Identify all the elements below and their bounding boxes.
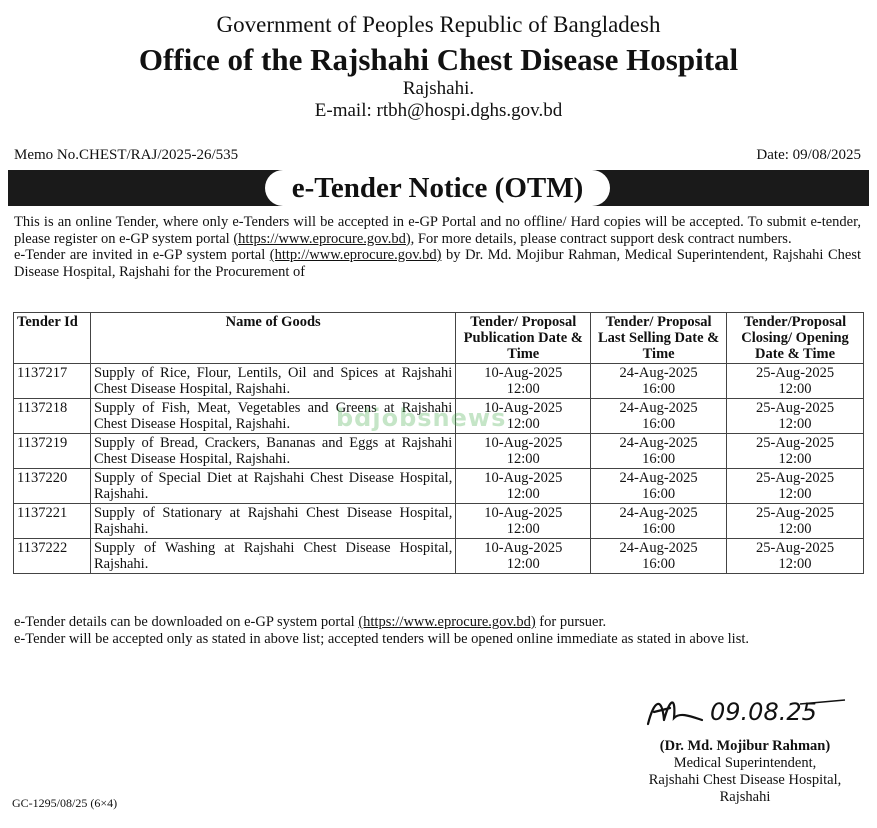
closing-cell [727,364,864,399]
tender-id-cell: 1137222 [14,539,91,574]
closing-cell [727,504,864,539]
watermark: bdjobsnews [336,404,507,432]
time-value: 12:00 [506,416,540,432]
date-value: 24-Aug-2025 [619,540,698,556]
tender-id-cell: 1137219 [14,434,91,469]
date-value: 25-Aug-2025 [755,400,835,416]
footer-p1-text: e-Tender details can be downloaded on e-GP system portal [14,614,359,630]
date-value: 24-Aug-2025 [619,400,698,416]
eprocure-link-2[interactable]: (http://www.eprocure.gov.bd) [269,247,442,263]
footer-text [14,614,861,647]
time-value: 16:00 [642,521,676,537]
publication-cell [456,504,591,539]
header-name-of-goods: Name of Goods [90,313,455,364]
time-value: 12:00 [506,521,540,537]
publication-cell [456,364,591,399]
signatory-org: Rajshahi Chest Disease Hospital, [648,772,842,788]
selling-cell [591,364,727,399]
intro-p2-text: e-Tender are invited in e-GP system portal [14,247,270,263]
time-value: 16:00 [642,486,676,502]
time-value: 16:00 [642,416,676,432]
date-value: 25-Aug-2025 [755,505,835,521]
gc-code: GC-1295/08/25 (6×4) [12,796,118,810]
header-closing: Tender/Proposal Closing/ Opening Date & Time [727,313,864,364]
signatory-block [620,738,870,806]
intro-p1-after: , For more details, please contract support desk contract numbers. [410,230,792,247]
table-row [14,539,864,574]
signature-date: 09.08.25 [710,698,817,726]
goods-cell: Supply of Stationary at Rajshahi Chest Disease Hospital, Rajshahi. [90,504,455,539]
intro-paragraph-1 [14,214,861,247]
intro-p2-after: by Dr. Md. Mojibur Rahman, Medical Superintendent, Rajshahi Chest Disease Hospital, Rajshahi for the Procurement of [14,247,862,280]
notice-title-band [265,170,610,206]
tender-id-cell: 1137217 [14,364,91,399]
selling-cell [591,504,727,539]
date-value: 25-Aug-2025 [755,365,835,381]
date-value: 10-Aug-2025 [484,505,563,521]
table-row [14,364,864,399]
date-value: 25-Aug-2025 [755,470,835,486]
eprocure-link-3[interactable]: (https://www.eprocure.gov.bd) [358,614,536,630]
date-value: 10-Aug-2025 [484,400,563,416]
time-value: 12:00 [778,486,812,502]
intro-p1-text: This is an online Tender, where only e-Tenders will be accepted in e-GP Portal and no offline/ Hard copies will be accepted. To submit e-tender, please register on e-GP system portal [14,214,861,247]
footer-p1-after: for pursuer. [535,614,607,630]
selling-cell [591,434,727,469]
goods-cell: Supply of Rice, Flour, Lentils, Oil and Spices at Rajshahi Chest Disease Hospital, Rajshahi. [90,364,455,399]
government-title: Government of Peoples Republic of Bangladesh [216,12,661,37]
time-value: 12:00 [778,521,812,537]
closing-cell [727,399,864,434]
publication-cell [456,539,591,574]
time-value: 16:00 [642,381,676,397]
date-value: 10-Aug-2025 [484,470,563,486]
office-email: E-mail: rtbh@hospi.dghs.gov.bd [314,100,563,121]
selling-cell [591,539,727,574]
footer-paragraph-2: e-Tender will be accepted only as stated in above list; accepted tenders will be opened online immediate as stated in above list. [14,630,750,647]
date-value: 24-Aug-2025 [619,435,698,451]
tender-table [13,312,864,574]
header-tender-id: Tender Id [14,313,91,364]
signatory-name: (Dr. Md. Mojibur Rahman) [659,738,831,754]
goods-cell: Supply of Bread, Crackers, Bananas and Eggs at Rajshahi Chest Disease Hospital, Rajshahi. [90,434,455,469]
time-value: 12:00 [506,381,540,397]
closing-cell [727,539,864,574]
table-header-row [14,313,864,364]
date-value: 10-Aug-2025 [484,540,563,556]
intro-text [14,214,861,280]
date-value: 24-Aug-2025 [619,505,698,521]
handwritten-signature [640,690,850,732]
header-publication: Tender/ Proposal Publication Date & Time [456,313,591,364]
date-value: 25-Aug-2025 [755,540,835,556]
time-value: 12:00 [778,381,812,397]
office-city: Rajshahi. [402,78,475,99]
selling-cell [591,469,727,504]
date-value: 10-Aug-2025 [484,435,563,451]
publication-cell [456,434,591,469]
header-selling: Tender/ Proposal Last Selling Date & Time [591,313,727,364]
time-value: 12:00 [506,486,540,502]
time-value: 12:00 [778,416,812,432]
intro-paragraph-2 [14,247,861,280]
tender-id-cell: 1137220 [14,469,91,504]
time-value: 12:00 [506,451,540,467]
goods-cell: Supply of Fish, Meat, Vegetables and Greens at Rajshahi Chest Disease Hospital, Rajshahi. [90,399,455,434]
time-value: 16:00 [642,451,676,467]
notice-title: e-Tender Notice (OTM) [291,172,584,204]
date-value: 24-Aug-2025 [619,365,698,381]
closing-cell [727,469,864,504]
date-value: 25-Aug-2025 [755,435,835,451]
table-row [14,469,864,504]
closing-cell [727,434,864,469]
goods-cell: Supply of Washing at Rajshahi Chest Disease Hospital, Rajshahi. [90,539,455,574]
time-value: 12:00 [778,556,812,572]
signatory-designation: Medical Superintendent, [673,755,817,771]
publication-cell [456,469,591,504]
eprocure-link-1[interactable]: (https://www.eprocure.gov.bd) [233,230,411,247]
time-value: 12:00 [778,451,812,467]
signatory-city: Rajshahi [719,789,771,805]
date-value: 24-Aug-2025 [619,470,698,486]
tender-id-cell: 1137218 [14,399,91,434]
table-row [14,434,864,469]
footer-paragraph-1 [14,614,861,631]
time-value: 16:00 [642,556,676,572]
time-value: 12:00 [506,556,540,572]
notice-date: Date: 09/08/2025 [756,147,861,163]
tender-rows [14,364,864,574]
date-value: 10-Aug-2025 [484,365,563,381]
selling-cell [591,399,727,434]
memo-number: Memo No.CHEST/RAJ/2025-26/535 [14,147,239,163]
tender-id-cell: 1137221 [14,504,91,539]
goods-cell: Supply of Special Diet at Rajshahi Chest Disease Hospital, Rajshahi. [90,469,455,504]
table-row [14,504,864,539]
office-title: Office of the Rajshahi Chest Disease Hospital [138,42,739,77]
